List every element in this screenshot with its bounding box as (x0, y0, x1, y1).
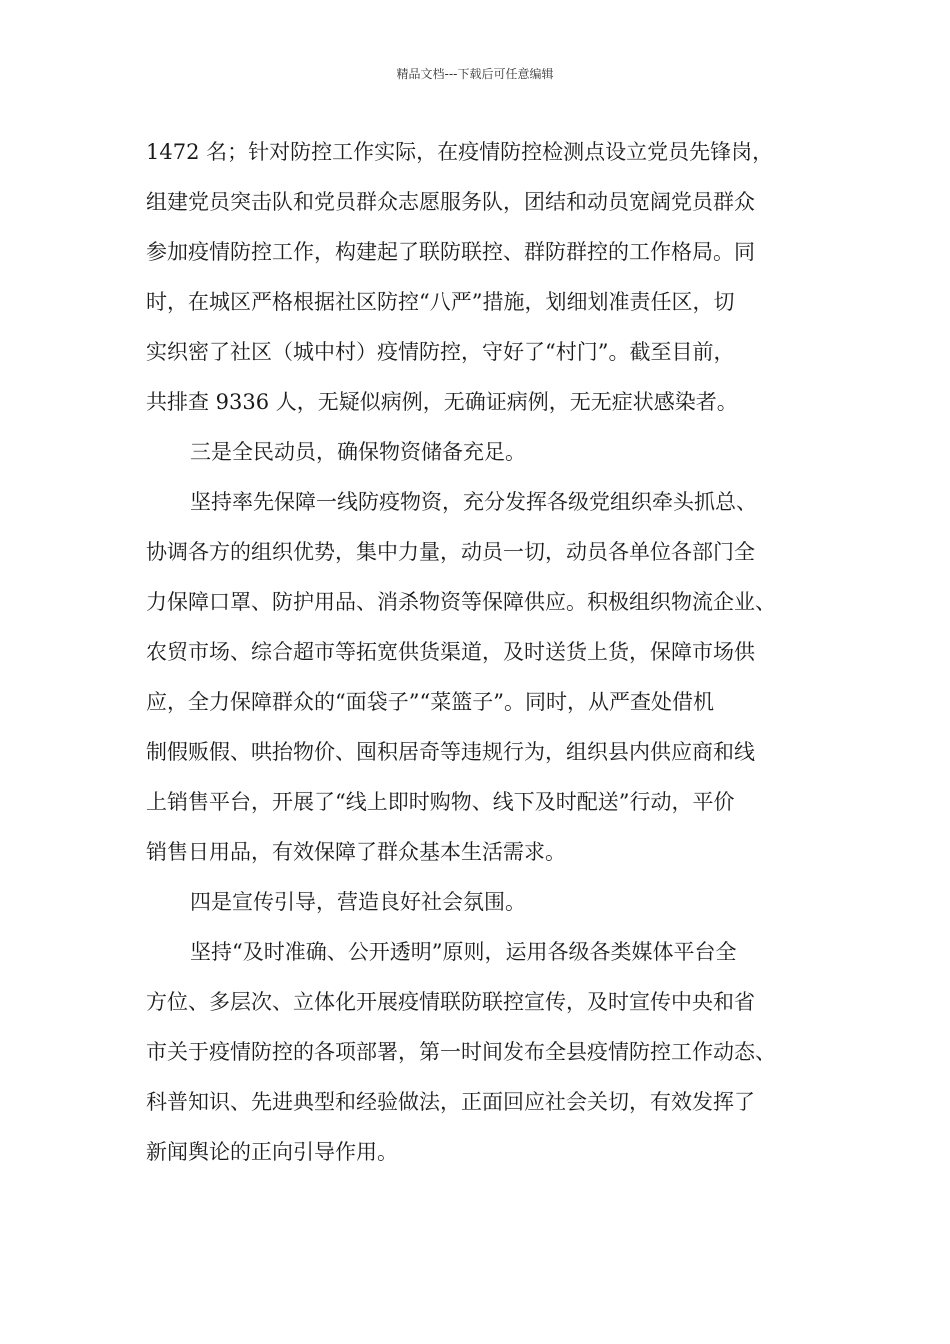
text-line: 上销售平台，开展了“线上即时购物、线下及时配送”行动，平价 (146, 790, 735, 814)
text-line: 农贸市场、综合超市等拓宽供货渠道，及时送货上货，保障市场供 (146, 640, 755, 664)
text-line: 新闻舆论的正向引导作用。 (146, 1140, 398, 1164)
text-line: 制假贩假、哄抬物价、囤积居奇等违规行为，组织县内供应商和线 (146, 740, 755, 764)
text-line: 力保障口罩、防护用品、消杀物资等保障供应。积极组织物流企业、 (146, 590, 776, 614)
section-heading: 三是全民动员，确保物资储备充足。 (190, 440, 526, 464)
text-line: 科普知识、先进典型和经验做法，正面回应社会关切，有效发挥了 (146, 1090, 755, 1114)
text-line: 应，全力保障群众的“面袋子”“菜篮子”。同时，从严查处借机 (146, 690, 714, 714)
text-line: 市关于疫情防控的各项部署，第一时间发布全县疫情防控工作动态、 (146, 1040, 776, 1064)
body-text (146, 127, 816, 1177)
section-heading: 四是宣传引导，营造良好社会氛围。 (190, 890, 526, 914)
text-line: 销售日用品，有效保障了群众基本生活需求。 (146, 840, 566, 864)
text-line: 实织密了社区（城中村）疫情防控，守好了“村门”。截至目前， (146, 340, 735, 364)
text-line: 组建党员突击队和党员群众志愿服务队，团结和动员宽阔党员群众 (146, 190, 755, 214)
text-line: 时，在城区严格根据社区防控“八严”措施，划细划准责任区，切 (146, 290, 735, 314)
text-line: 坚持“及时准确、公开透明”原则，运用各级各类媒体平台全 (190, 940, 737, 964)
text-line: 参加疫情防控工作，构建起了联防联控、群防群控的工作格局。同 (146, 240, 755, 264)
text-line: 协调各方的组织优势，集中力量，动员一切，动员各单位各部门全 (146, 540, 755, 564)
text-line: 方位、多层次、立体化开展疫情联防联控宣传，及时宣传中央和省 (146, 990, 755, 1014)
text-line: 坚持率先保障一线防疫物资，充分发挥各级党组织牵头抓总、 (190, 490, 757, 514)
text-line: 共排查 9336 人，无疑似病例，无确证病例，无无症状感染者。 (146, 390, 738, 414)
page-header: 精品文档---下载后可任意编辑 (396, 67, 554, 81)
text-line: 1472 名；针对防控工作实际，在疫情防控检测点设立党员先锋岗， (146, 140, 774, 164)
